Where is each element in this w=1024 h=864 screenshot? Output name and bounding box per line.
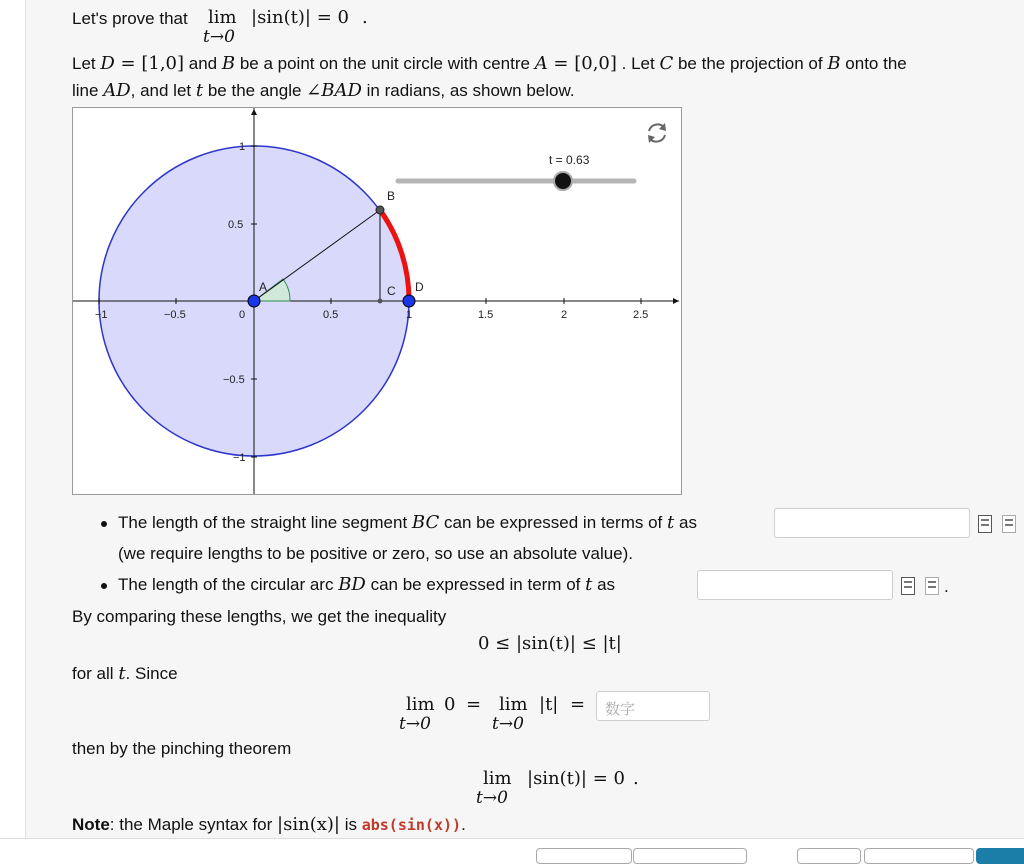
equals-sign: = [570,694,586,715]
toolbar-button[interactable] [864,848,974,864]
lim-zero-lim: lim [406,694,435,715]
bullet-1-text: The length of the straight line segment BC can be expressed in terms of t as [118,512,697,533]
forall-text: for all t. Since [72,663,178,684]
point-C [378,299,383,304]
bc-length-input[interactable] [774,508,970,538]
toolbar-button[interactable] [633,848,747,864]
label-A: A [259,280,268,294]
x-tick-label: 1 [406,309,413,321]
help-doc-icon[interactable] [925,577,939,595]
label-B: B [387,189,396,203]
conclusion-dot: . [633,768,639,789]
lim-t-lim: lim [499,694,528,715]
x-tick-label: 0 [239,309,246,321]
intro-expr: |sin(t)| = 0 [251,7,349,28]
point-B[interactable] [376,206,384,214]
y-tick-label: −0.5 [223,374,245,386]
setup-line-2: line AD, and let t be the angle ∠BAD in radians, as shown below. [72,80,575,101]
maple-code: abs(sin(x)) [361,816,462,834]
slider-handle[interactable] [554,172,572,190]
conclusion-sub: t→0 [476,788,508,808]
intro-lim-sub: t→0 [203,27,235,47]
toolbar-button[interactable] [536,848,632,864]
submit-button[interactable] [976,848,1024,864]
x-tick-label: 1.5 [478,309,494,321]
x-tick-label: 0.5 [323,309,339,321]
x-tick-label: −1 [95,309,108,321]
label-C: C [387,284,396,298]
x-tick-label: −0.5 [164,309,186,321]
comparing-text: By comparing these lengths, we get the inequality [72,607,447,626]
help-doc-icon[interactable] [1002,515,1016,533]
bullet-2-end: . [944,577,949,596]
pinching-text: then by the pinching theorem [72,739,292,758]
toolbar-button[interactable] [797,848,861,864]
intro-prefix: Let's prove that [72,9,188,28]
x-tick-label: 2.5 [633,309,649,321]
intro-dot: . [362,7,368,28]
bullet-dot [101,521,107,527]
unit-circle-graph [73,108,681,494]
geogebra-applet[interactable] [72,107,682,495]
bullet-1-note: (we require lengths to be positive or zero, so use an absolute value). [118,544,634,563]
intro-lim: lim [208,7,237,28]
lim-zero-value: 0 [444,694,456,715]
lim-zero-sub: t→0 [399,714,431,734]
slider-label: t = 0.63 [549,153,590,167]
abs-t: |t| [539,694,559,715]
refresh-icon[interactable] [648,123,666,143]
preview-icon[interactable] [901,577,915,595]
y-tick-label: 1 [239,141,246,153]
point-D [403,295,415,307]
bd-length-input[interactable] [697,570,893,600]
bullet-dot [101,583,107,589]
point-A [248,295,260,307]
limit-number-input[interactable]: 数字 [596,691,710,721]
bullet-2-text: The length of the circular arc BD can be expressed in term of t as [118,574,616,595]
preview-icon[interactable] [978,515,992,533]
equals-sign: = [466,694,482,715]
setup-line-1: Let D = [1,0] and B be a point on the unit circle with centre A = [0,0] . Let C be the projection of B onto the [72,53,907,74]
x-tick-label: 2 [561,309,568,321]
y-tick-label: 0.5 [228,219,244,231]
conclusion-expr: |sin(t)| = 0 [527,768,625,789]
inequality: 0 ≤ |sin(t)| ≤ |t| [478,633,622,654]
conclusion-lim: lim [483,768,512,789]
label-D: D [415,280,424,294]
y-tick-label: −1 [233,452,246,464]
maple-note: Note: the Maple syntax for |sin(x)| is abs(sin(x)). [72,814,466,835]
lim-t-sub: t→0 [492,714,524,734]
left-rail [0,0,26,854]
